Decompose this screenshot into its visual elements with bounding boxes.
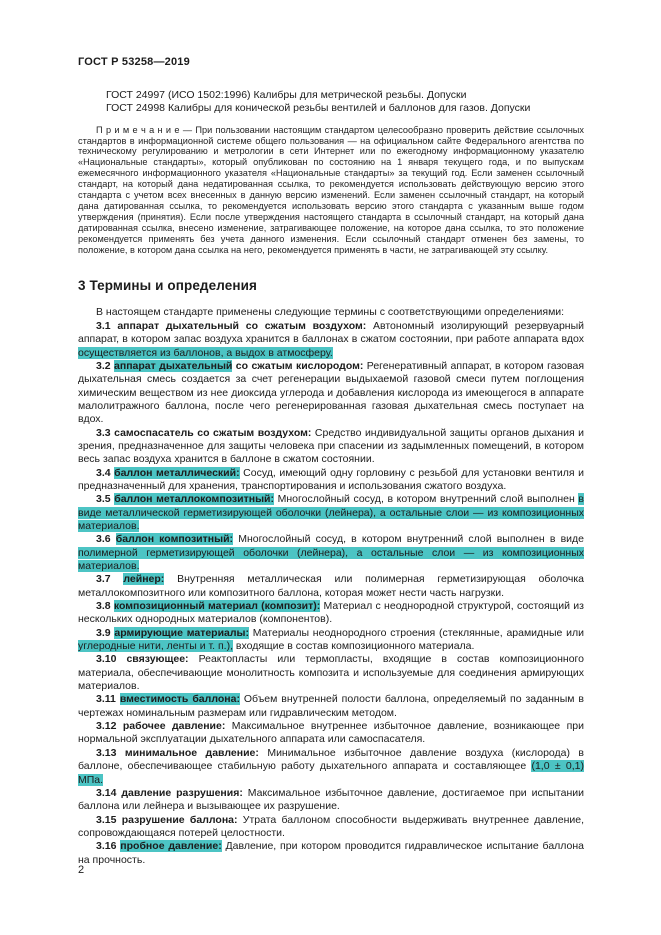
highlighted-text: (1,0 ± 0,1) МПа. <box>78 760 584 786</box>
reference-line-1 <box>78 89 584 102</box>
term-label: 3.16 <box>96 840 121 853</box>
body-text: Утрата баллоном способности выдерживать внутреннее давление, сопровождающаяся потерей целостности. <box>78 813 584 839</box>
term-3-8 <box>78 600 584 627</box>
term-3-5 <box>78 493 584 533</box>
body-text: входящие в состав композиционного материала. <box>232 640 475 653</box>
body-text: Внутренняя металлическая или полимерная герметизирующая оболочка металлокомпозитного или композитного баллона, которая может нести часть нагрузки. <box>78 573 584 599</box>
term-3-11 <box>78 693 584 720</box>
highlighted-text: пробное давление: <box>120 840 222 853</box>
body-text: П р и м е ч а н и е — При пользовании настоящим стандартом целесообразно проверить действие ссылочных стандартов в информационной системе общего пользования — на официальном сайте Федерального агентства по техническому регулированию и метрологии в сети Интернет или по ежегодному информационному указателю «Национальные стандарты», который опубликован по состоянию на 1 января текущего года, и по выпускам ежемесячного информационного указателя «Национальные стандарты» за текущий год. Если заменен ссылочный стандарт, на который дана недатированная ссылка, то рекомендуется использовать действующую версию этого стандарта с учетом всех внесенных в данную версию изменений. Если заменен ссылочный стандарт, на который дана датированная ссылка, то рекомендуется использовать версию этого стандарта с указанным выше годом утверждения (принятия). Если после утверждения настоящего стандарта в ссылочный стандарт, на который дана датированная ссылка, внесено изменение, затрагивающее положение, на которое дана ссылка, то это положение рекомендуется применять без учета данного изменения. Если ссылочный стандарт отменен без замены, то положение, в котором дана ссылка на него, рекомендуется применять в части, не затрагивающей эту ссылку. <box>78 124 584 255</box>
highlighted-text: полимерной герметизирующей оболочки (лейнера), а остальные слои — из композиционных материалов. <box>78 546 584 572</box>
body-text: Максимальное внутреннее избыточное давление, возникающее при нормальной эксплуатации дыхательного аппарата или самоспасателя. <box>78 720 584 746</box>
body-text: Материал с неоднородной структурой, состоящий из нескольких однородных материалов (компонентов). <box>78 600 584 626</box>
highlighted-text: композиционный материал (композит): <box>113 600 321 613</box>
highlighted-text: осуществляется из баллонов, а выдох в атмосферу. <box>78 346 333 359</box>
term-label: 3.5 <box>96 493 115 506</box>
body-text: Многослойный сосуд, в котором внутренний слой выполнен <box>274 493 579 506</box>
term-label: 3.2 <box>96 359 115 372</box>
term-3-6 <box>78 533 584 573</box>
terms-intro <box>78 306 584 319</box>
highlighted-text: вместимость баллона: <box>119 693 240 706</box>
term-3-13 <box>78 747 584 787</box>
highlighted-text: в виде металлической герметизирующей оболочки (лейнера), а остальные слои — из композиционных материалов. <box>78 493 584 532</box>
term-3-14 <box>78 787 584 814</box>
body-text: Максимальное избыточное давление, достигаемое при испытании баллона или лейнера и вызывающее их разрушение. <box>78 786 584 813</box>
body-text: Средство индивидуальной защиты органов дыхания и зрения, предназначенное для защиты человека при спасении из задымленных помещений, в котором весь запас воздуха хранится в баллоне в сжатом состоянии. <box>78 426 585 466</box>
term-3-15 <box>78 814 584 841</box>
body-text: Давление, при котором проводится гидравлическое испытание баллона на прочность. <box>78 840 585 866</box>
document-content <box>78 56 584 867</box>
references-note <box>78 125 584 256</box>
term-label: 3.9 <box>96 626 115 639</box>
body-text: ГОСТ 24997 (ИСО 1502:1996) Калибры для метрической резьбы. Допуски <box>106 89 467 101</box>
term-label: 3 Термины и определения <box>78 278 257 294</box>
term-label: 3.14 давление разрушения: <box>96 786 243 799</box>
term-3-9 <box>78 627 584 654</box>
term-3-3 <box>78 427 584 467</box>
body-text: Автономный изолирующий резервуарный аппарат, в котором запас воздуха хранится в баллонах в сжатом состоянии, при работе аппарата вдох <box>78 319 584 346</box>
highlighted-text: углеродные нити, ленты и т. п.), <box>78 640 233 653</box>
highlighted-text: баллон металлокомпозитный: <box>114 493 275 506</box>
highlighted-text: баллон металлический: <box>114 466 240 479</box>
highlighted-text: лейнер: <box>123 573 165 586</box>
document-body <box>78 89 584 867</box>
body-text: Сосуд, имеющий одну горловину с резьбой для установки вентиля и предназначенный для хранения, транспортирования и использования сжатого воздуха. <box>78 466 585 492</box>
body-text: Материалы неоднородного строения (стеклянные, арамидные или <box>249 626 584 639</box>
body-text: В настоящем стандарте применены следующие термины с соответствующими определениями: <box>96 306 565 319</box>
term-3-1 <box>78 320 584 360</box>
term-label: со сжатым кислородом: <box>232 359 364 372</box>
body-text: Минимальное избыточное давление воздуха (кислорода) в баллоне, обеспечивающее стабильную работу дыхательного аппарата и составляющее <box>78 746 584 773</box>
term-label: 3.1 аппарат дыхательный со сжатым воздухом: <box>96 319 367 332</box>
term-label: 3.12 рабочее давление: <box>96 720 226 733</box>
term-3-4 <box>78 467 584 494</box>
section-heading <box>78 278 584 293</box>
term-3-7 <box>78 573 584 600</box>
term-label: 3.8 <box>96 600 114 613</box>
body-text: Реактопласты или термопласты, входящие в состав композиционного материала, обеспечивающие монолитность композита и используемые для соединения армирующих материалов. <box>78 653 584 693</box>
body-text: Объем внутренней полости баллона, определяемый по заданным в чертежах номинальным размерам или гидравлическим методом. <box>78 693 584 719</box>
body-text: Многослойный сосуд, в котором внутренний слой выполнен в виде <box>233 533 584 546</box>
highlighted-text: армирующие материалы: <box>114 626 250 639</box>
term-label: 3.13 минимальное давление: <box>96 746 259 759</box>
term-3-2 <box>78 360 584 427</box>
term-label: 3.10 связующее: <box>96 653 189 666</box>
term-3-12 <box>78 720 584 747</box>
body-text: Регенеративный аппарат, в котором газовая дыхательная смесь создается за счет регенерации выдыхаемой газовой смеси путем поглощения химическим веществом из нее диоксида углерода и добавления кислорода из имеющегося в аппарате малолитражного баллона, после чего регенерированная газовая дыхательная смесь поступает на вдох. <box>78 359 585 426</box>
term-label: 3.3 самоспасатель со сжатым воздухом: <box>96 426 312 439</box>
body-text: ГОСТ 24998 Калибры для конической резьбы вентилей и баллонов для газов. Допуски <box>106 102 531 115</box>
term-3-16 <box>78 840 584 867</box>
highlighted-text: баллон композитный: <box>115 533 234 546</box>
page-number: 2 <box>78 864 85 876</box>
term-label: 3.6 <box>96 533 116 546</box>
term-label: 3.15 разрушение баллона: <box>96 813 238 826</box>
reference-line-2 <box>78 102 584 115</box>
document-header: ГОСТ Р 53258—2019 <box>78 56 190 68</box>
term-3-10 <box>78 653 584 693</box>
term-label: 3.4 <box>96 466 115 479</box>
term-label: 3.11 <box>96 693 120 706</box>
term-label: 3.7 <box>96 573 124 586</box>
highlighted-text: аппарат дыхательный <box>114 359 233 372</box>
